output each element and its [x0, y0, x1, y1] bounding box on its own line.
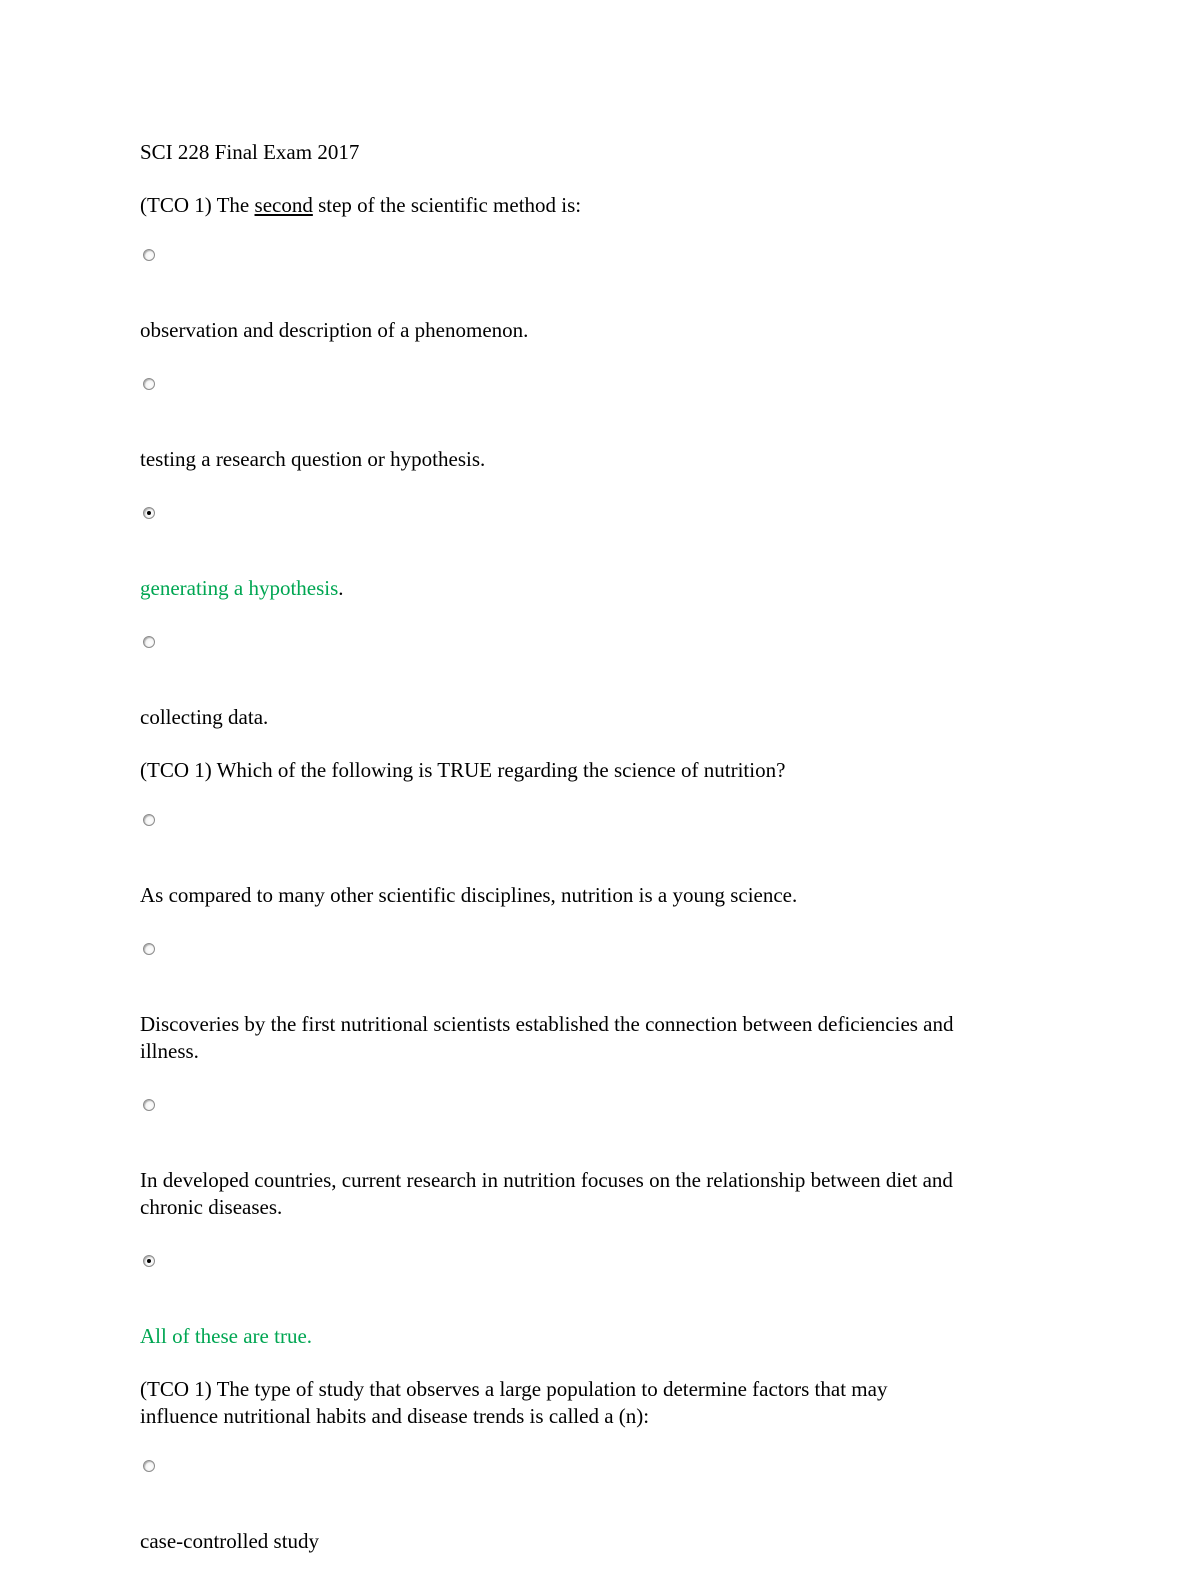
- q3-option-1-text: case-controlled study: [140, 1529, 320, 1553]
- q1-option-3-text-correct: generating a hypothesis: [140, 576, 339, 600]
- question-3-line-2: influence nutritional habits and disease trends is called a (n):: [140, 1404, 650, 1428]
- q2-option-4-radio-row: [140, 1247, 1060, 1275]
- q1-option-3-radio-row: [140, 499, 1060, 527]
- q1-option-4-text: collecting data.: [140, 705, 269, 729]
- q2-option-1-radio[interactable]: [143, 814, 155, 826]
- q1-option-3: [140, 575, 1060, 602]
- q2-option-2-radio-row: [140, 935, 1060, 963]
- q3-option-1-radio-row: [140, 1452, 1060, 1480]
- exam-content: [140, 139, 1060, 1581]
- q1-option-1-radio[interactable]: [143, 249, 155, 261]
- q2-option-3-text: [140, 1167, 1060, 1221]
- q1-option-4-radio-row: [140, 628, 1060, 656]
- q2-option-3-radio[interactable]: [143, 1099, 155, 1111]
- question-2: (TCO 1) Which of the following is TRUE regarding the science of nutrition?: [140, 758, 786, 782]
- q2-option-4-text-correct: All of these are true.: [140, 1324, 313, 1348]
- question-1-prefix: (TCO 1) The: [140, 193, 255, 217]
- q1-option-3-radio-selected[interactable]: [143, 507, 155, 519]
- q2-option-2-line-1: Discoveries by the first nutritional scientists established the connection between deficiencies and: [140, 1012, 954, 1036]
- q2-option-3-line-2: chronic diseases.: [140, 1195, 283, 1219]
- q1-option-3-trailing: .: [338, 576, 344, 600]
- q1-option-2-radio-row: [140, 370, 1060, 398]
- question-3-line-1: (TCO 1) The type of study that observes a large population to determine factors that may: [140, 1377, 888, 1401]
- q2-option-1-radio-row: [140, 806, 1060, 834]
- q1-option-2-radio[interactable]: [143, 378, 155, 390]
- q1-option-1-radio-row: [140, 241, 1060, 269]
- question-1: [140, 192, 1060, 219]
- exam-title: SCI 228 Final Exam 2017: [140, 140, 360, 164]
- q1-option-4-radio[interactable]: [143, 636, 155, 648]
- q2-option-3-radio-row: [140, 1091, 1060, 1119]
- q2-option-2-text: [140, 1011, 1060, 1065]
- q2-option-1-text: As compared to many other scientific disciplines, nutrition is a young science.: [140, 883, 798, 907]
- question-1-underlined-word: second: [254, 193, 313, 217]
- q2-option-3-line-1: In developed countries, current research in nutrition focuses on the relationship between diet and: [140, 1168, 953, 1192]
- q1-option-2-text: testing a research question or hypothesis.: [140, 447, 486, 471]
- q2-option-4-radio-selected[interactable]: [143, 1255, 155, 1267]
- q3-option-1-radio[interactable]: [143, 1460, 155, 1472]
- question-1-suffix: step of the scientific method is:: [312, 193, 582, 217]
- q2-option-2-radio[interactable]: [143, 943, 155, 955]
- q1-option-1-text: observation and description of a phenomenon.: [140, 318, 529, 342]
- q2-option-2-line-2: illness.: [140, 1039, 199, 1063]
- question-3: [140, 1376, 1060, 1430]
